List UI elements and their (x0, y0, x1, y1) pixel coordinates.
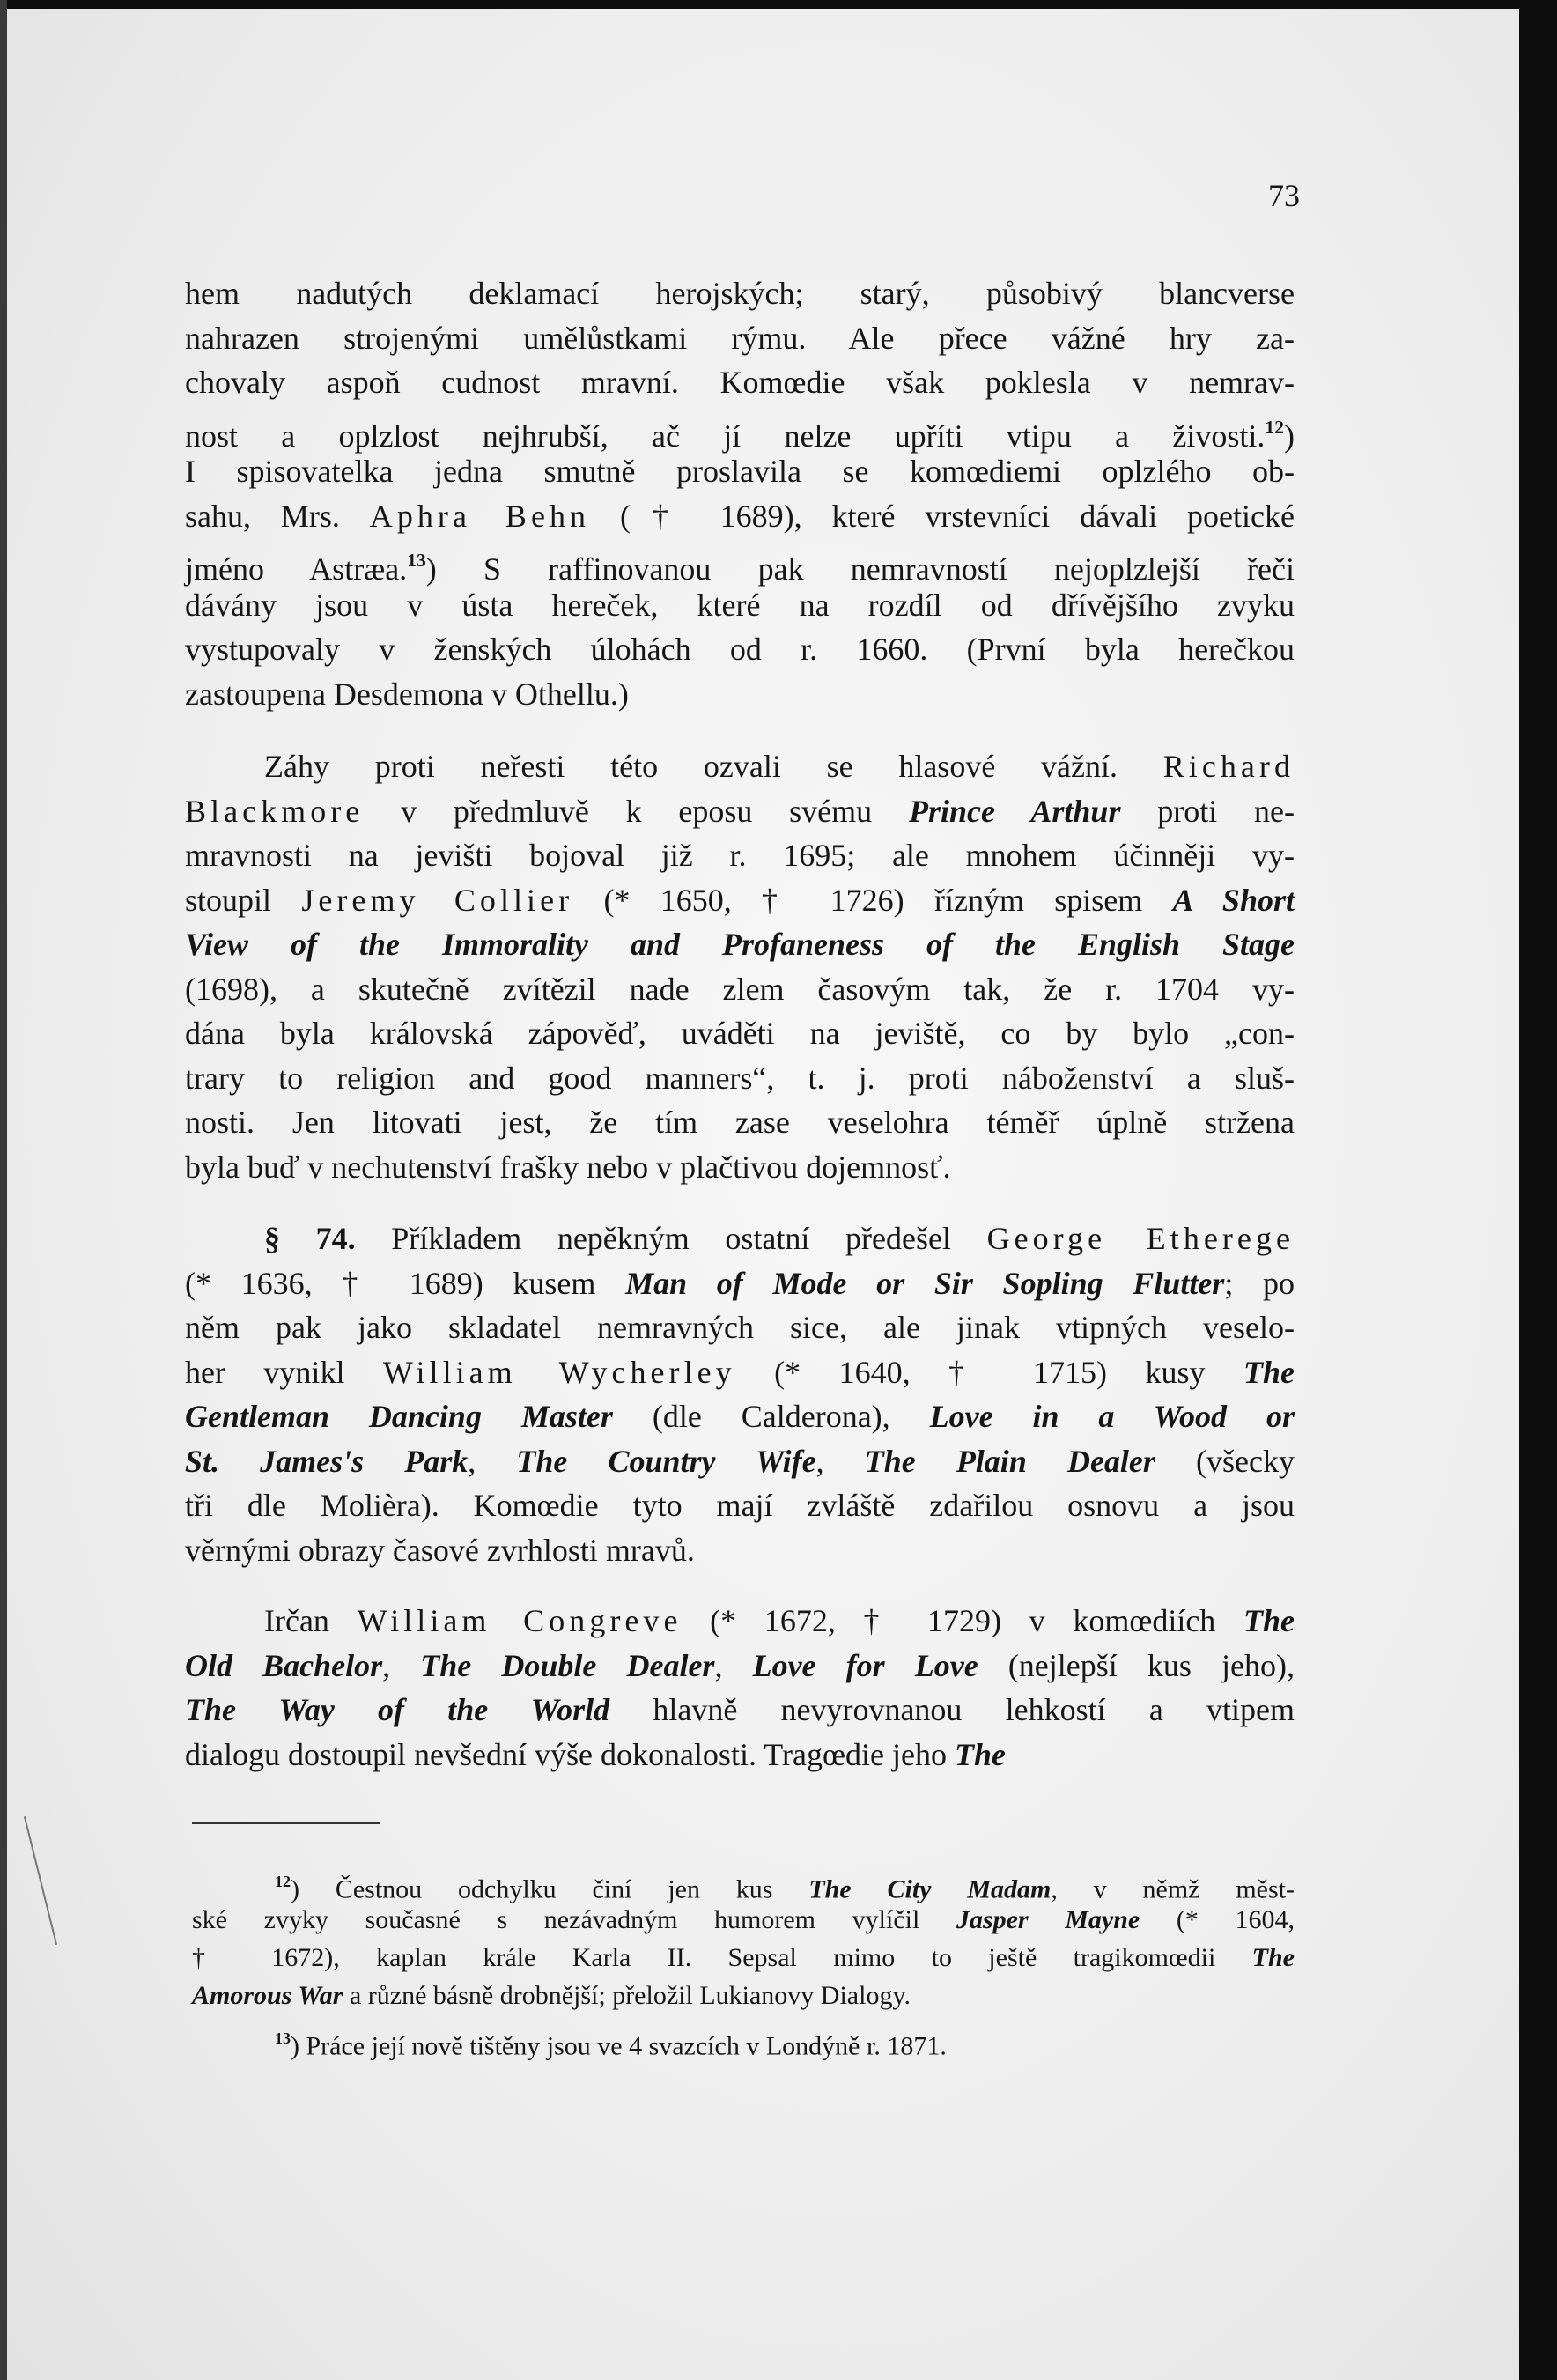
text-line (185, 833, 1295, 878)
text-segment: ) (1284, 418, 1295, 454)
text-line (185, 405, 1295, 454)
text-segment: (1698), a skutečně zvítězil nade zlem časovým tak, že r. 1704 vy- (185, 971, 1295, 1007)
text-line (185, 538, 1295, 588)
text-segment: hem nadutých deklamací herojských; starý, působivý blancverse (185, 276, 1295, 311)
text-line (185, 583, 1295, 628)
italic-title: The Double Dealer (420, 1647, 715, 1683)
text-line (185, 316, 1295, 361)
text-line (192, 1901, 1295, 1939)
italic-title: Love in a Wood or (929, 1399, 1295, 1434)
spaced-name: Blackmore (185, 793, 365, 829)
text-line (185, 1483, 1295, 1528)
text-segment: her vynikl (185, 1354, 383, 1390)
italic-title: A Short (1172, 882, 1295, 918)
text-segment: § 74. (264, 1221, 356, 1256)
italic-title: The (1243, 1354, 1295, 1390)
footnote-13 (192, 2020, 1295, 2061)
text-line (185, 922, 1295, 967)
text-line (185, 1056, 1295, 1101)
text-segment: (všecky (1155, 1443, 1295, 1479)
text-segment: (* 1640, † 1715) kusy (735, 1354, 1243, 1390)
text-segment: , (382, 1647, 421, 1683)
text-segment: (* 1636, † 1689) kusem (185, 1265, 626, 1301)
text-segment: hlavně nevyrovnanou lehkostí a vtipem (609, 1692, 1295, 1727)
text-line (185, 789, 1295, 834)
text-segment: , (815, 1443, 865, 1479)
text-segment: vystupovaly v ženských úlohách od r. 1660. (První byla herečkou (185, 632, 1295, 667)
footnote-ref: 12 (1265, 416, 1284, 438)
text-segment: Záhy proti neřesti této ozvali se hlasové vážní. (264, 749, 1163, 784)
italic-title: Love for Love (752, 1647, 978, 1683)
italic-title: Man of Mode or Sir Sopling Flutter (625, 1265, 1225, 1301)
text-segment: (dle Calderona), (612, 1399, 930, 1434)
text-segment: ) S raffinovanou pak nemravností nejoplzlejší řeči (425, 551, 1295, 588)
text-segment: nosti. Jen litovati jest, že tím zase veselohra téměř úplně stržena (185, 1105, 1295, 1140)
text-line (185, 967, 1295, 1012)
text-segment: věrnými obrazy časové zvrhlosti mravů. (185, 1532, 695, 1568)
text-line (185, 878, 1295, 923)
text-segment: ; po (1224, 1265, 1295, 1301)
text-line (185, 1528, 1295, 1573)
footnote-ref: 13 (275, 2029, 291, 2047)
italic-title: The Country Wife (516, 1443, 816, 1479)
text-segment: a různé básně drobnější; přeložil Lukianovy Dialogy. (343, 1981, 911, 2010)
footnote-ref: 12 (275, 1873, 291, 1890)
text-line (185, 1688, 1295, 1733)
text-line (192, 1863, 1295, 1904)
italic-title: View of the Immorality and Profaneness of the English Stage (185, 927, 1295, 962)
footnote-12 (192, 1863, 1295, 2014)
text-segment: , (468, 1443, 517, 1479)
text-segment: Příkladem nepěkným ostatní předešel (355, 1221, 987, 1256)
text-segment: nost a oplzlost nejhrubší, ač jí nelze upříti vtipu a živosti. (185, 418, 1266, 454)
text-segment: Irčan (264, 1603, 358, 1638)
text-segment: (* 1672, † 1729) v komœdiích (682, 1603, 1244, 1638)
text-segment: † 1672), kaplan krále Karla II. Sepsal mimo to ještě tragikomœdii (192, 1943, 1252, 1972)
text-line (185, 1439, 1295, 1484)
text-line (185, 1350, 1295, 1395)
text-line (185, 494, 1295, 539)
text-segment: byla buď v nechutenství frašky nebo v plačtivou dojemnosť. (185, 1149, 951, 1185)
italic-title: The (954, 1736, 1006, 1772)
text-segment: dána byla královská zápověď, uváděti na jeviště, co by bylo „con- (185, 1016, 1295, 1051)
italic-title: The (1251, 1943, 1295, 1972)
text-segment: něm pak jako skladatel nemravných sice, ale jinak vtipných veselo- (185, 1310, 1295, 1345)
italic-title: Gentleman Dancing Master (185, 1399, 613, 1434)
spaced-name: Aphra Behn (369, 498, 591, 534)
text-segment: v předmluvě k eposu svému (364, 793, 909, 829)
page-number: 73 (1268, 178, 1300, 213)
text-line (185, 1733, 1295, 1778)
spaced-name: William Wycherley (382, 1354, 736, 1390)
text-line (185, 360, 1295, 405)
text-segment: zastoupena Desdemona v Othellu.) (185, 676, 629, 712)
text-line (192, 1939, 1295, 1977)
text-line (185, 744, 1295, 789)
text-line (185, 449, 1295, 494)
text-segment: (* 1604, (1140, 1905, 1295, 1934)
text-segment: (nejlepší kus jeho), (978, 1647, 1295, 1683)
text-line (192, 2020, 1295, 2061)
italic-title: Prince Arthur (908, 793, 1121, 829)
text-segment: stoupil (185, 882, 302, 918)
text-segment: , (714, 1647, 753, 1683)
text-line (185, 672, 1295, 717)
text-segment: ) Práce její nově tištěny jsou ve 4 svazcích v Londýně r. 1871. (291, 2031, 947, 2061)
text-line (185, 1261, 1295, 1306)
italic-title: Amorous War (192, 1981, 343, 2010)
italic-title: Jasper Mayne (956, 1905, 1140, 1934)
text-segment: trary to religion and good manners“, t. j. proti náboženství a sluš- (185, 1060, 1295, 1096)
text-line (185, 627, 1295, 672)
italic-title: Old Bachelor (185, 1647, 383, 1683)
text-segment: ské zvyky současné s nezávadným humorem vylíčil (192, 1905, 956, 1934)
text-line (185, 1011, 1295, 1056)
text-line (185, 271, 1295, 316)
text-line (185, 1216, 1295, 1261)
spaced-name: Jeremy Collier (301, 882, 574, 918)
spaced-name: William Congreve (357, 1603, 683, 1638)
text-line (185, 1599, 1295, 1644)
text-segment: tři dle Molièra). Komœdie tyto mají zvláště zdařilou osnovu a jsou (185, 1488, 1295, 1523)
text-line (185, 1305, 1295, 1350)
text-segment: chovaly aspoň cudnost mravní. Komœdie však poklesla v nemrav- (185, 365, 1295, 400)
footnote-divider (192, 1822, 380, 1824)
text-segment: dávány jsou v ústa hereček, které na rozdíl od dřívějšího zvyku (185, 587, 1295, 623)
text-segment: ) Čestnou odchylku činí jen kus (291, 1874, 809, 1904)
text-line (185, 1394, 1295, 1439)
text-segment: I spisovatelka jedna smutně proslavila se komœdiemi oplzlého ob- (185, 454, 1295, 489)
scan-left-edge (0, 0, 7, 2380)
text-segment: (* 1650, † 1726) řízným spisem (573, 882, 1173, 918)
text-line (185, 1644, 1295, 1689)
italic-title: St. James's Park (185, 1443, 469, 1479)
spaced-name: George Etherege (986, 1221, 1295, 1256)
paragraph-2 (185, 744, 1295, 1189)
italic-title: The Plain Dealer (864, 1443, 1155, 1479)
text-segment: jméno Astræa. (185, 551, 408, 588)
text-segment: sahu, Mrs. (185, 498, 370, 534)
text-segment: mravnosti na jevišti bojoval již r. 1695; ale mnohem účinněji vy- (185, 838, 1295, 873)
text-segment: dialogu dostoupil nevšední výše dokonalosti. Tragœdie jeho (185, 1736, 955, 1772)
footnote-ref: 13 (407, 550, 426, 571)
paragraph-section-74 (185, 1216, 1295, 1572)
italic-title: The Way of the World (185, 1692, 610, 1727)
text-line (185, 1145, 1295, 1190)
paragraph-1 (185, 271, 1295, 716)
text-line (192, 1977, 1295, 2014)
text-segment: († 1689), které vrstevníci dávali poetické (590, 498, 1295, 534)
text-segment: , v němž měst- (1051, 1874, 1295, 1904)
paragraph-4 (185, 1599, 1295, 1777)
spaced-name: Richard (1162, 749, 1295, 784)
text-segment: proti ne- (1120, 793, 1295, 829)
italic-title: The City Madam (808, 1874, 1052, 1904)
text-segment: nahrazen strojenými umělůstkami rýmu. Ale přece vážné hry za- (185, 320, 1295, 356)
italic-title: The (1243, 1603, 1295, 1638)
text-line (185, 1100, 1295, 1145)
